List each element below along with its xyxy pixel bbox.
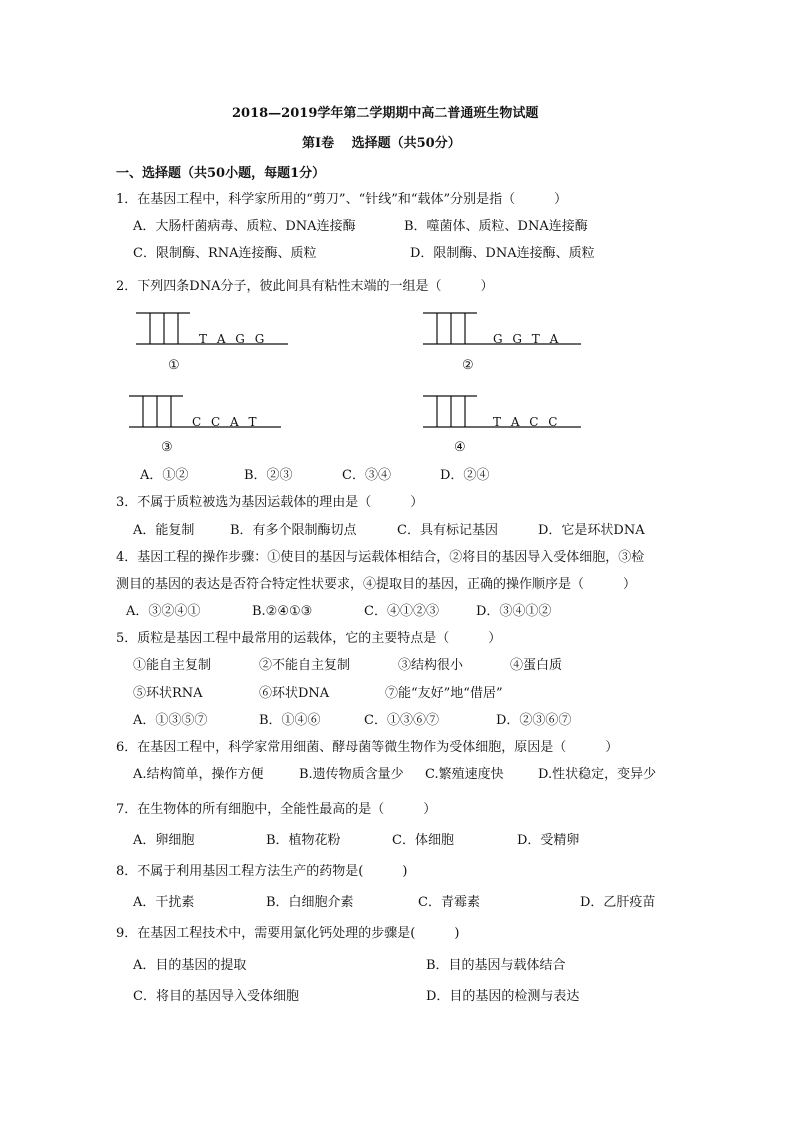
question-6-option-a: A.结构简单，操作方便 [133, 767, 264, 782]
question-3-option-b: B．有多个限制酶切点 [230, 523, 357, 538]
dna-diagram-2-sequence: G G T A [493, 332, 559, 346]
question-5-item-7: ⑦能“友好”地“借居” [385, 686, 503, 701]
question-7-option-a: A．卵细胞 [133, 833, 195, 848]
question-5-item-2: ②不能自主复制 [259, 658, 351, 673]
question-7-option-d: D．受精卵 [517, 833, 580, 848]
question-9-option-a: A．目的基因的提取 [133, 958, 247, 973]
question-5-option-c: C．①③⑥⑦ [364, 713, 439, 728]
question-9-stem: 9．在基因工程技术中，需要用氯化钙处理的步骤是( ) [116, 926, 460, 941]
question-8-stem: 8．不属于利用基因工程方法生产的药物是( ) [116, 864, 408, 879]
question-5-option-a: A．①③⑤⑦ [133, 713, 208, 728]
dna-diagram-1 [134, 310, 294, 350]
question-8-option-d: D．乙肝疫苗 [580, 895, 656, 910]
question-9-option-d: D．目的基因的检测与表达 [426, 989, 580, 1004]
question-5-option-d: D．②③⑥⑦ [496, 713, 572, 728]
question-7-stem: 7．在生物体的所有细胞中，全能性最高的是（ ） [116, 802, 437, 817]
dna-diagram-4-sequence: T A C C [493, 415, 558, 429]
dna-diagram-1-sequence: T A G G [199, 332, 265, 346]
question-6-option-c: C.繁殖速度快 [425, 767, 504, 782]
question-7-option-b: B．植物花粉 [266, 833, 341, 848]
dna-diagram-3-label: ③ [161, 440, 173, 455]
question-6-stem: 6．在基因工程中，科学家常用细菌、酵母菌等微生物作为受体细胞，原因是（ ） [116, 740, 619, 755]
question-5-item-6: ⑥环状DNA [259, 686, 330, 701]
question-3-option-d: D．它是环状DNA [538, 523, 645, 538]
question-3-option-a: A．能复制 [133, 523, 195, 538]
question-5-item-1: ①能自主复制 [133, 658, 212, 673]
question-4-option-b: B.②④①③ [252, 604, 313, 619]
question-1-option-c: C．限制酶、RNA连接酶、质粒 [133, 246, 317, 261]
question-2-option-a: A．①② [140, 468, 189, 483]
question-2-stem: 2．下列四条DNA分子，彼此间具有粘性末端的一组是（ ） [116, 279, 494, 294]
question-5-item-5: ⑤环状RNA [133, 686, 203, 701]
question-6-option-b: B.遗传物质含量少 [299, 767, 404, 782]
question-2-option-c: C．③④ [342, 468, 391, 483]
question-2-option-d: D．②④ [440, 468, 490, 483]
question-7-option-c: C．体细胞 [392, 833, 454, 848]
question-8-option-a: A．干扰素 [133, 895, 195, 910]
question-9-option-b: B．目的基因与载体结合 [426, 958, 566, 973]
question-1-option-b: B．噬菌体、质粒、DNA连接酶 [404, 219, 588, 234]
question-9-option-c: C．将目的基因导入受体细胞 [133, 989, 299, 1004]
dna-diagram-2-label: ② [462, 358, 474, 373]
exam-title: 2018—2019学年第二学期期中高二普通班生物试题 [232, 106, 539, 121]
question-5-option-b: B．①④⑥ [259, 713, 321, 728]
question-5-item-3: ③结构很小 [398, 658, 464, 673]
question-3-option-c: C．具有标记基因 [397, 523, 498, 538]
question-3-stem: 3．不属于质粒被选为基因运载体的理由是（ ） [116, 495, 424, 510]
dna-diagram-4 [421, 393, 591, 433]
dna-diagram-4-label: ④ [454, 440, 466, 455]
dna-diagram-2 [421, 310, 591, 350]
question-5-stem: 5．质粒是基因工程中最常用的运载体，它的主要特点是（ ） [116, 631, 502, 646]
dna-diagram-1-label: ① [168, 358, 180, 373]
question-4-option-c: C．④①②③ [364, 604, 439, 619]
dna-diagram-3-sequence: C C A T [192, 415, 257, 429]
question-5-item-4: ④蛋白质 [510, 658, 563, 673]
section-heading: 一、选择题（共50小题，每题1分） [116, 166, 326, 181]
question-4-option-d: D．③④①② [476, 604, 552, 619]
question-8-option-b: B．白细胞介素 [266, 895, 354, 910]
question-1-option-d: D．限制酶、DNA连接酶、质粒 [410, 246, 595, 261]
question-4-option-a: A．③②④① [126, 604, 201, 619]
question-2-option-b: B．②③ [244, 468, 293, 483]
dna-diagram-3 [127, 393, 287, 433]
question-1-option-a: A．大肠杆菌病毒、质粒、DNA连接酶 [133, 219, 356, 234]
question-1-stem: 1．在基因工程中，科学家所用的“剪刀”、“针线”和“载体”分别是指（ ） [116, 192, 568, 207]
question-4-stem-line-1: 4．基因工程的操作步骤：①使目的基因与运载体相结合，②将目的基因导入受体细胞，③检 [116, 550, 645, 565]
exam-subtitle: 第Ⅰ卷 选择题（共50分） [302, 136, 461, 151]
question-4-stem-line-2: 测目的基因的表达是否符合特定性状要求，④提取目的基因，正确的操作顺序是（ ） [116, 577, 637, 592]
question-8-option-c: C．青霉素 [418, 895, 480, 910]
question-6-option-d: D.性状稳定，变异少 [538, 767, 657, 782]
